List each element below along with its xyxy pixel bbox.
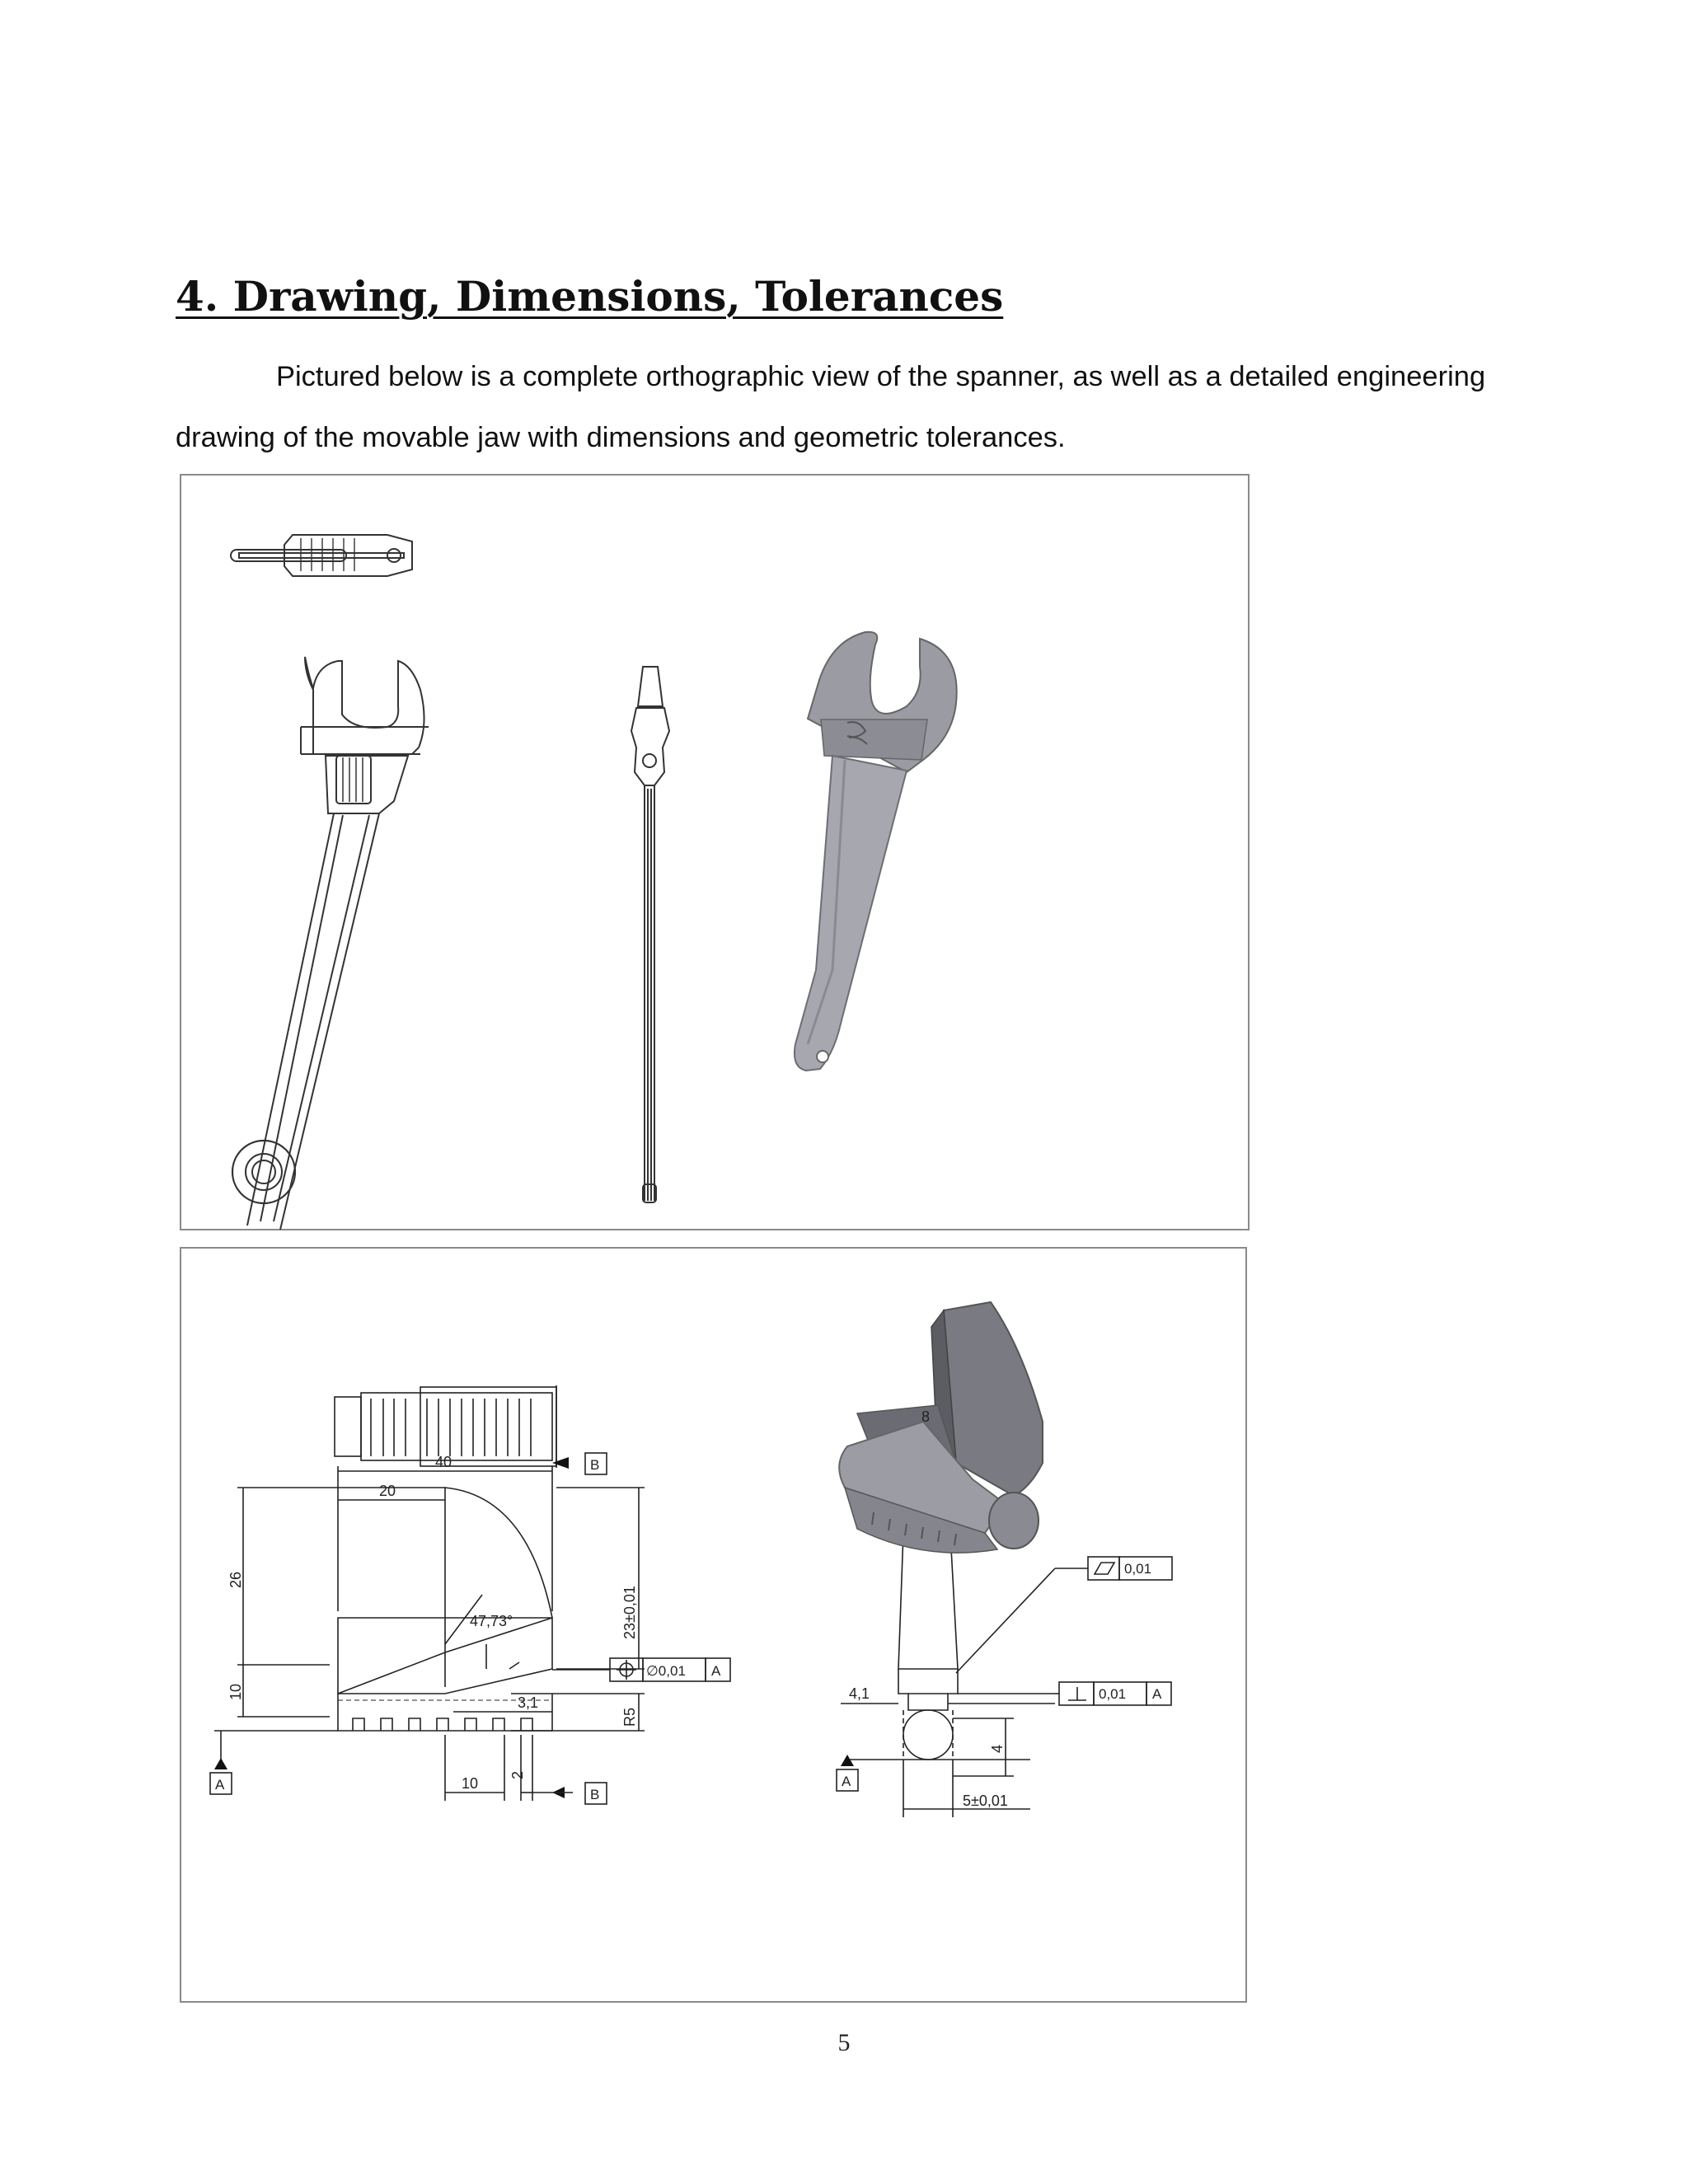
intro-paragraph: Pictured below is a complete orthographic view of the spanner, as well as a detailed engineering drawing of the movable jaw with dimensions and geometric tolerances. (176, 361, 1486, 453)
dim-height-upper: 26 (227, 1571, 244, 1588)
dim-vertical-tolerance: 23±0,01 (621, 1586, 638, 1639)
flatness-frame-symbol (1088, 1557, 1119, 1580)
dim-pin-diameter: 5±0,01 (963, 1793, 1008, 1809)
dim-offset-width: 20 (379, 1483, 396, 1499)
flatness-tolerance-value: 0,01 (1124, 1561, 1152, 1577)
perpendicularity-tolerance-value: 0,01 (1099, 1686, 1127, 1702)
spanner-orthographic-figure (180, 474, 1250, 1230)
page-number: 5 (837, 2029, 851, 2056)
dim-collar: 4 (989, 1744, 1006, 1753)
position-tolerance-value: ∅0,01 (646, 1663, 686, 1679)
spanner-views-drawing (181, 476, 1251, 1232)
datum-b-arrow-top (552, 1457, 569, 1469)
spanner-3d-view (795, 632, 957, 1071)
perpendicularity-frame-symbol (1059, 1682, 1094, 1705)
datum-b-label-front: B (590, 1787, 600, 1802)
dim-radius: R5 (621, 1707, 638, 1727)
jaw-drawing-figure (180, 1247, 1247, 2003)
dim-height-lower: 10 (227, 1683, 244, 1700)
datum-a-label-front: A (215, 1777, 225, 1793)
dim-overall-width: 40 (435, 1454, 452, 1470)
dim-top-width: 8 (921, 1408, 931, 1425)
section-heading: 4. Drawing, Dimensions, Tolerances (176, 272, 1004, 321)
dim-tooth-depth: 3,1 (518, 1694, 539, 1711)
dim-angle: 47,73° (470, 1613, 513, 1629)
dim-tooth-pitch: 10 (462, 1775, 479, 1792)
perpendicularity-tolerance-datum: A (1152, 1686, 1162, 1702)
spanner-front-view (232, 657, 429, 1230)
datum-a-triangle-side (841, 1755, 854, 1766)
spanner-side-view (631, 667, 669, 1202)
jaw-3d-render (839, 1302, 1043, 1553)
spanner-top-view (231, 535, 412, 576)
position-tolerance-datum: A (711, 1663, 721, 1679)
dim-neck: 4,1 (849, 1685, 870, 1702)
datum-a-triangle-front (214, 1758, 227, 1769)
datum-b-label-top: B (590, 1457, 600, 1473)
dim-tooth-gap: 2 (509, 1770, 526, 1779)
jaw-engineering-drawing (181, 1249, 1249, 2004)
datum-a-label-side: A (842, 1774, 851, 1789)
